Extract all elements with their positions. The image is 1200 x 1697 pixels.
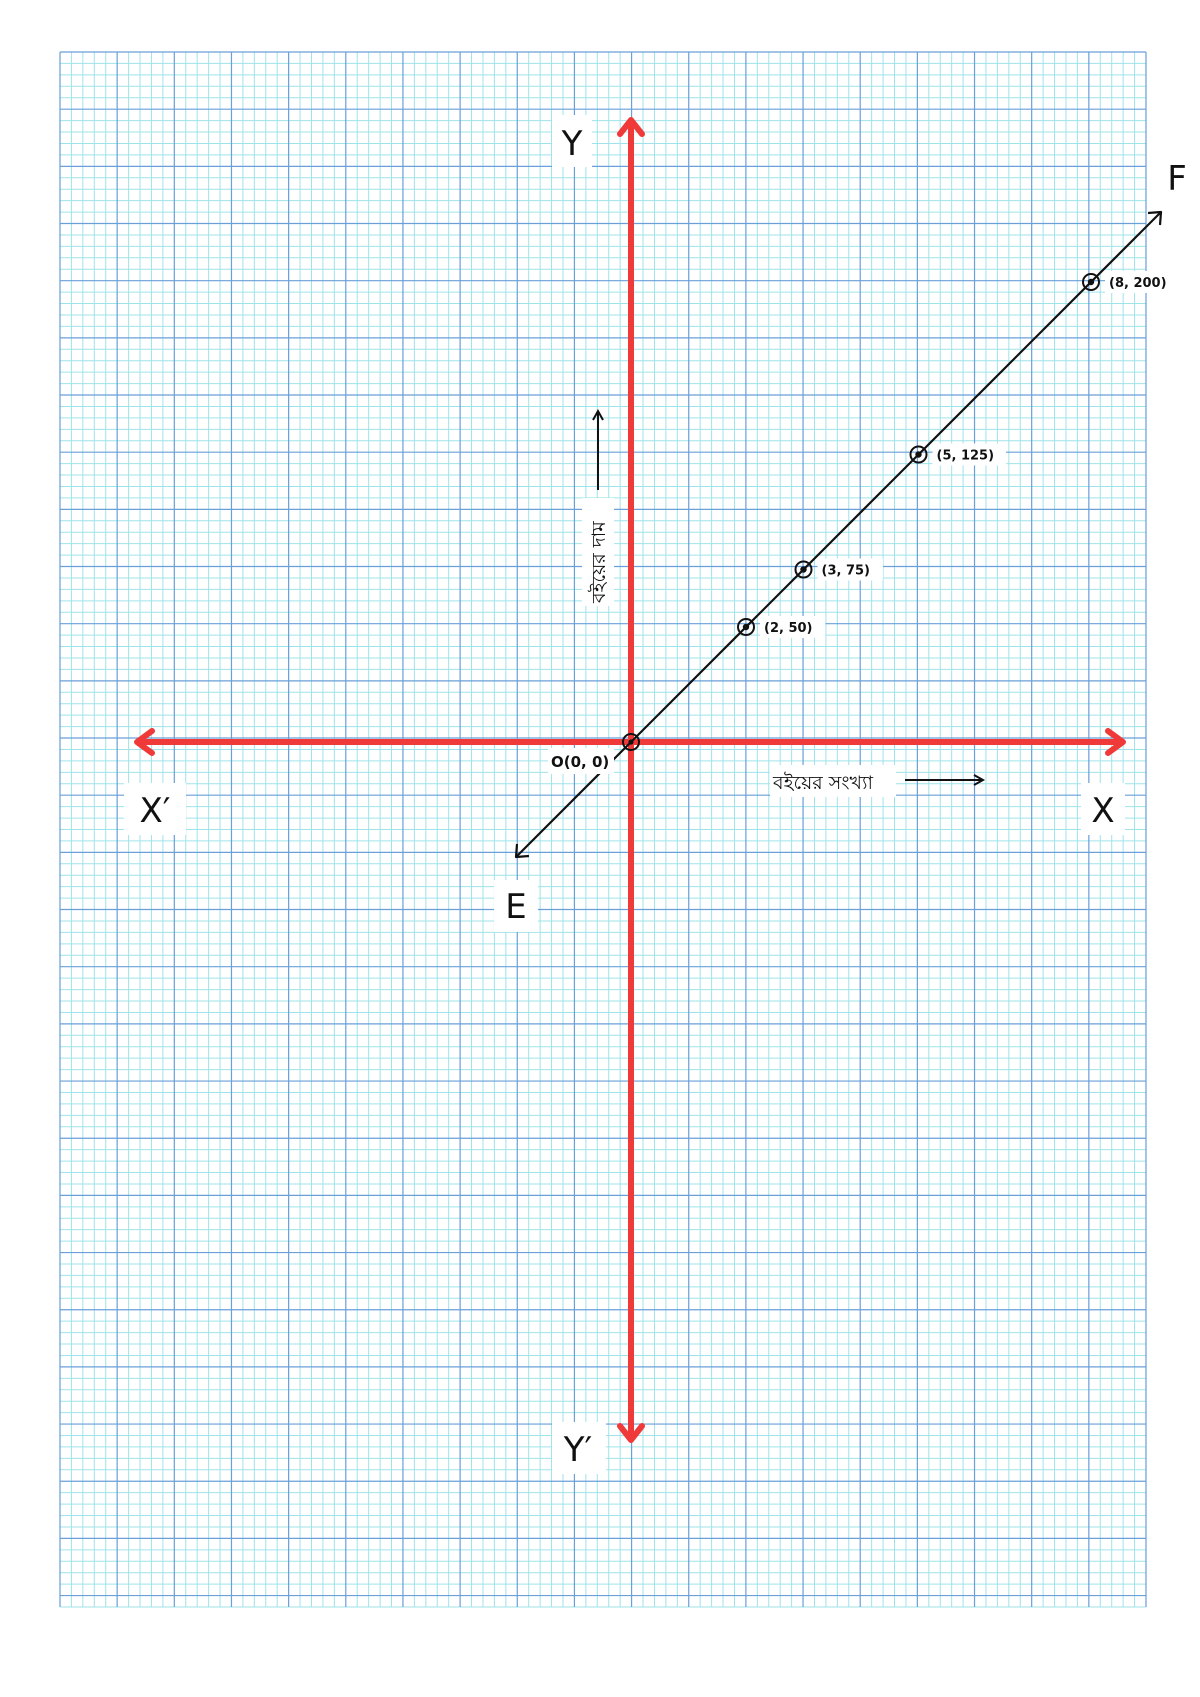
origin-dot (628, 739, 633, 744)
label-y-prime: Y′ (563, 1430, 593, 1470)
label-e: E (505, 887, 527, 927)
y-axis-title-text: বইয়ের দাম (588, 521, 610, 603)
data-label: (2, 50) (764, 621, 813, 636)
data-point-dot (1088, 279, 1094, 285)
data-label: (8, 200) (1109, 276, 1167, 291)
label-origin: O(0, 0) (551, 753, 610, 771)
label-f: F (1167, 159, 1187, 199)
grid (60, 52, 1146, 1607)
label-x-prime: X′ (139, 791, 171, 831)
label-y: Y (561, 124, 583, 164)
data-point-dot (743, 624, 749, 630)
data-point-dot (800, 566, 806, 572)
label-x: X (1091, 791, 1115, 831)
x-axis-title-text: বইয়ের সংখ্যা (773, 772, 874, 794)
data-label: (5, 125) (936, 448, 995, 464)
data-point-dot (915, 451, 921, 457)
data-label: (3, 75) (821, 563, 870, 579)
